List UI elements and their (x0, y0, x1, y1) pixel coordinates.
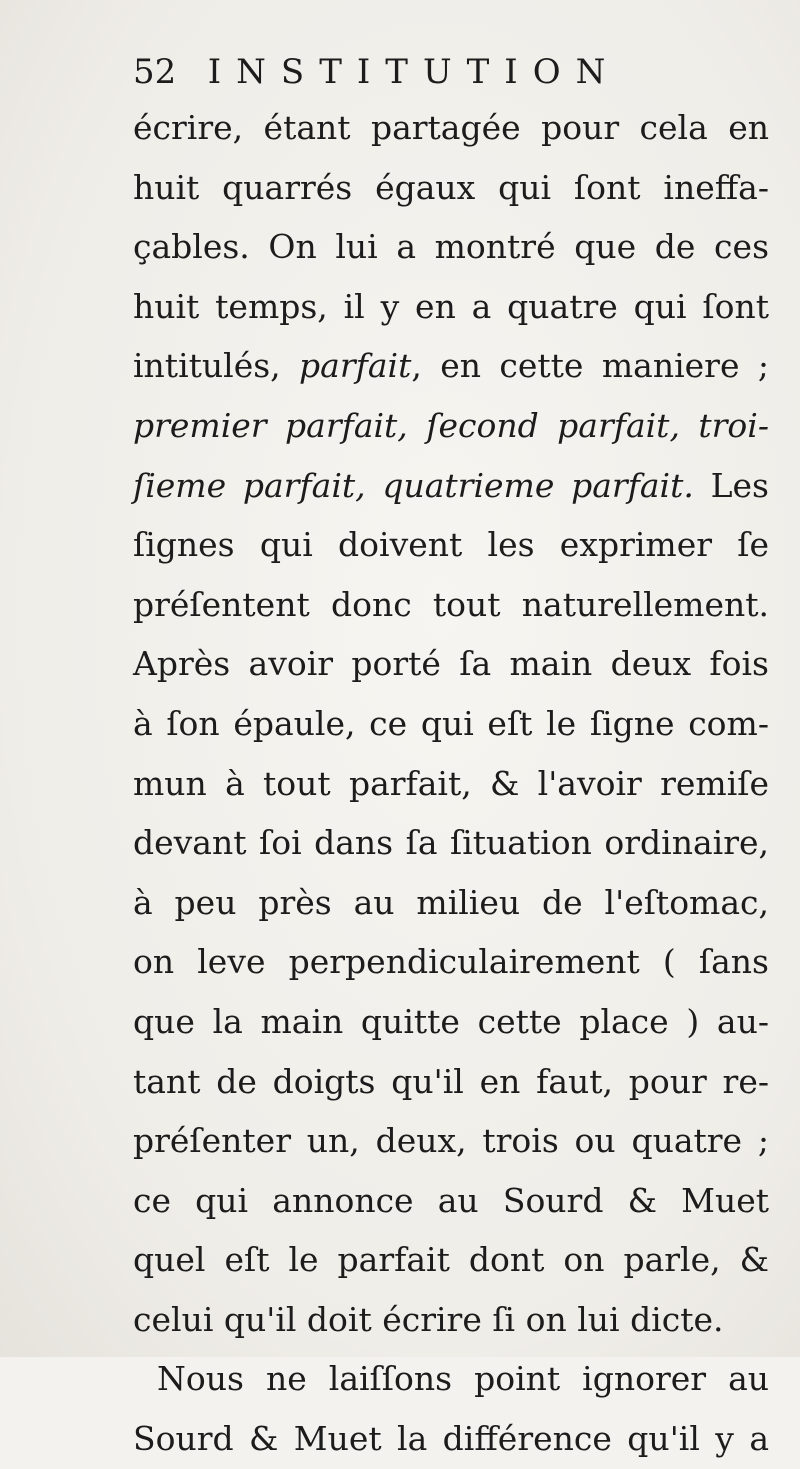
text-line (133, 1409, 769, 1469)
text-line (133, 1349, 769, 1409)
text-segment: écrire, étant partagée pour cela en (133, 108, 769, 147)
text-line (133, 813, 769, 873)
italic-text: premier parfait, ſecond parfait, troi- (133, 405, 769, 445)
text-segment: Après avoir porté ſa main deux fois (133, 644, 769, 684)
text-segment: ce qui annonce au Sourd & Muet (133, 1180, 769, 1220)
text-line (133, 1052, 769, 1112)
text-segment: on leve perpendiculairement ( ſans (133, 942, 769, 982)
text-line (133, 1171, 769, 1231)
text-line (133, 694, 769, 754)
text-segment: mun à tout parfait, & l'avoir remiſe (133, 763, 769, 803)
text-segment: intitulés, (133, 346, 300, 386)
text-segment: devant ſoi dans ſa ſituation ordinaire, (133, 823, 769, 863)
page-header (133, 42, 773, 102)
text-segment: huit quarrés égaux qui ſont ineffa- (133, 167, 769, 207)
text-segment: à peu près au milieu de l'eſtomac, (133, 882, 769, 922)
page-number: 52 (133, 52, 177, 92)
text-line (133, 1290, 769, 1350)
text-segment: celui qu'il doit écrire ſi on lui dicte. (133, 1299, 724, 1339)
text-segment: huit temps, il y en a quatre qui ſont (133, 286, 769, 326)
text-segment: Nous ne laiſſons point ignorer au (157, 1359, 769, 1399)
text-segment: que la main quitte cette place ) au- (133, 1001, 769, 1041)
running-head: INSTITUTION (207, 52, 621, 92)
text-segment: ſignes qui doivent les exprimer ſe (133, 525, 769, 565)
text-line (133, 396, 769, 456)
text-line (133, 873, 769, 933)
text-segment: , en cette maniere ; (411, 346, 769, 386)
text-segment: tant de doigts qu'il en faut, pour re- (133, 1061, 769, 1101)
text-line (133, 575, 769, 635)
text-segment: à ſon épaule, ce qui eſt le ſigne com- (133, 703, 769, 743)
text-line (133, 217, 769, 277)
text-line (133, 634, 769, 694)
italic-text: parfait (299, 346, 412, 386)
text-segment: préſenter un, deux, trois ou quatre ; (133, 1121, 769, 1161)
text-segment: quel eſt le parfait dont on parle, & (133, 1240, 769, 1280)
text-segment: préſentent donc tout naturellement. (133, 584, 769, 624)
text-segment: Les (693, 465, 769, 505)
body-text (133, 98, 769, 1469)
text-line (133, 158, 769, 218)
text-line (133, 992, 769, 1052)
text-line (133, 336, 769, 396)
text-line (133, 456, 769, 516)
text-line (133, 515, 769, 575)
text-segment: çables. On lui a montré que de ces (133, 227, 769, 267)
text-segment: Sourd & Muet la différence qu'il y a (133, 1419, 769, 1459)
italic-text: ſieme parfait, quatrieme parfait. (133, 465, 694, 505)
text-line (133, 1111, 769, 1171)
text-line (133, 1230, 769, 1290)
text-line (133, 754, 769, 814)
text-line (133, 98, 769, 158)
text-line (133, 277, 769, 337)
text-line (133, 932, 769, 992)
